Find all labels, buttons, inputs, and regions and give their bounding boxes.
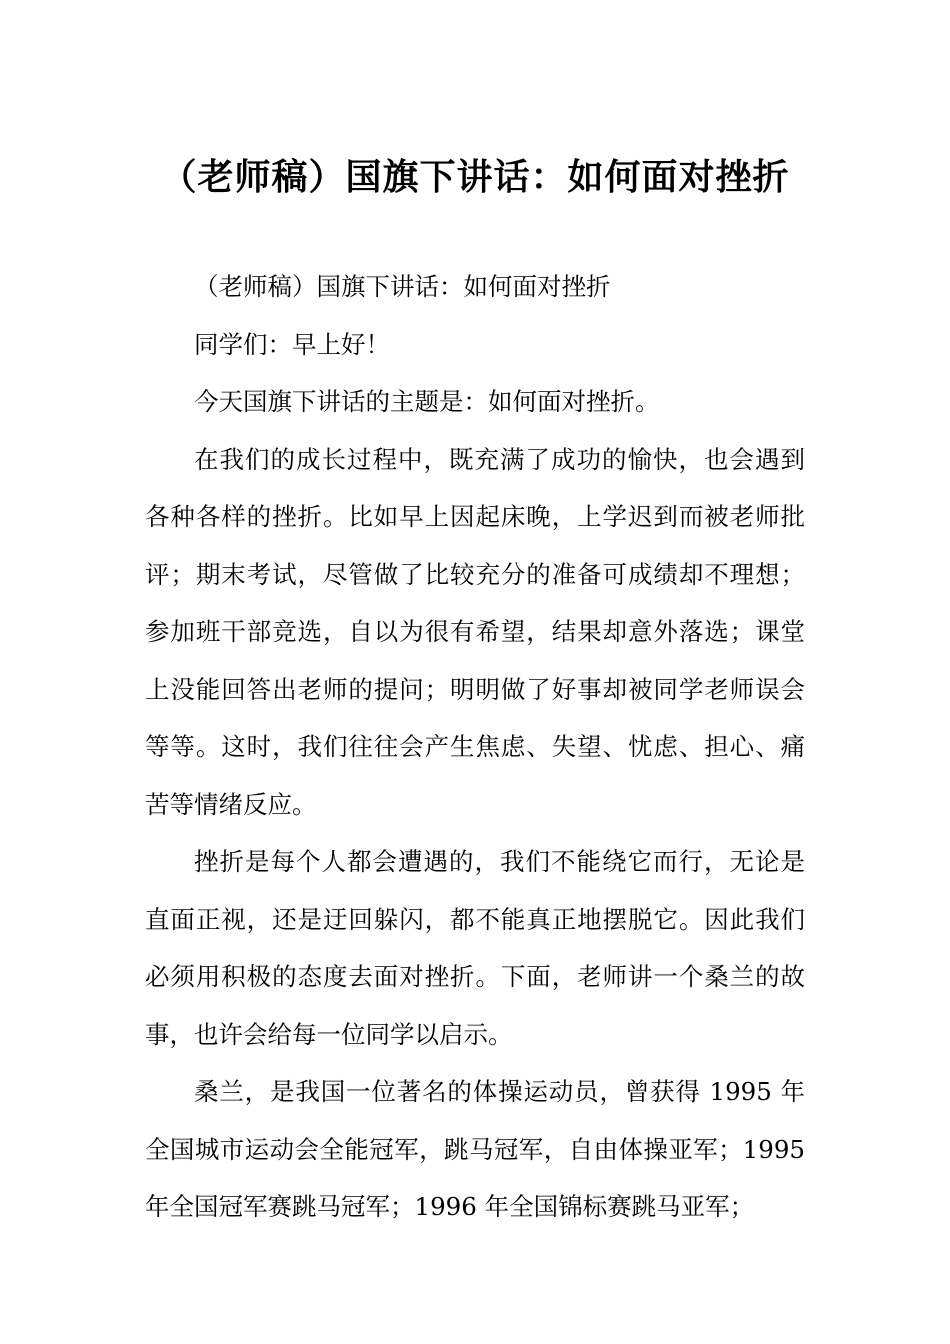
- paragraph-heading-repeat: （老师稿）国旗下讲话：如何面对挫折: [194, 272, 611, 301]
- paragraph-growth-setbacks: 在我们的成长过程中，既充满了成功的愉快，也会遇到各种各样的挫折。比如早上因起床晚，上学迟到而被老师批评；期末考试，尽管做了比较充分的准备可成绩却不理想；参加班干部竞选，自以为很有希望，结果却意外落选；课堂上没能回答出老师的提问；明明做了好事却被同学老师误会等等。这时，我们往往会产生焦虑、失望、忧虑、担心、痛苦等情绪反应。: [145, 444, 805, 819]
- document-body: [145, 258, 805, 1236]
- document-title: （老师稿）国旗下讲话：如何面对挫折: [160, 157, 790, 199]
- paragraph-positive-attitude: 挫折是每个人都会遭遇的，我们不能绕它而行，无论是直面正视，还是迂回躲闪，都不能真正地摆脱它。因此我们必须用积极的态度去面对挫折。下面，老师讲一个桑兰的故事，也许会给每一位同学以启示。: [145, 847, 805, 1049]
- paragraph-topic: 今天国旗下讲话的主题是：如何面对挫折。: [194, 387, 660, 416]
- paragraph-greeting: 同学们：早上好！: [194, 329, 390, 359]
- paragraph-sang-lan: 桑兰，是我国一位著名的体操运动员，曾获得 1995 年全国城市运动会全能冠军，跳马冠军，自由体操亚军；1995 年全国冠军赛跳马冠军；1996 年全国锦标赛跳马亚军；: [145, 1077, 805, 1221]
